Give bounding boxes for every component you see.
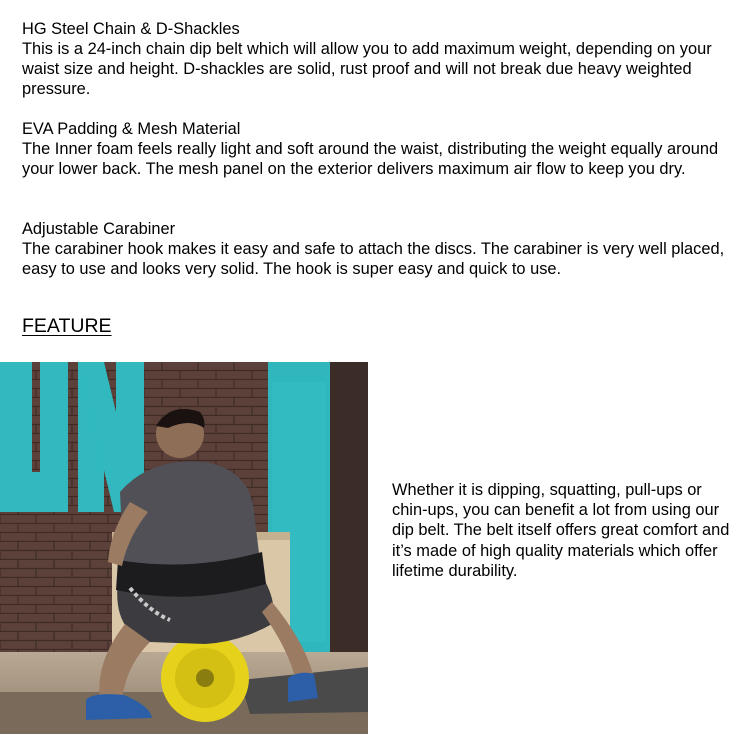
section-carabiner (22, 219, 732, 279)
feature-title: FEATURE (22, 315, 112, 337)
section-eva-padding (22, 119, 732, 179)
athlete-photo (0, 362, 368, 734)
section-body: This is a 24-inch chain dip belt which will allow you to add maximum weight, depending on your waist size and height. D-shackles are solid, rust proof and will not break due heavy weighted pressure. (22, 40, 712, 98)
section-body: The carabiner hook makes it easy and safe to attach the discs. The carabiner is very well placed, easy to use and looks very solid. The hook is super easy and quick to use. (22, 240, 725, 278)
weight-plate (161, 634, 249, 722)
shoe-right (288, 673, 318, 702)
feature-description: Whether it is dipping, squatting, pull-ups or chin-ups, you can benefit a lot from using our dip belt. The belt itself offers great comfort and it’s made of high quality materials which offer lifetime durability. (392, 481, 730, 580)
section-heading: HG Steel Chain & D-Shackles (22, 20, 240, 38)
section-heading: EVA Padding & Mesh Material (22, 120, 241, 138)
section-heading: Adjustable Carabiner (22, 220, 176, 238)
section-chain-shackles (22, 19, 732, 99)
section-body: The Inner foam feels really light and soft around the waist, distributing the weight equally around your lower back. The mesh panel on the exterior delivers maximum air flow to keep you dry. (22, 140, 719, 178)
